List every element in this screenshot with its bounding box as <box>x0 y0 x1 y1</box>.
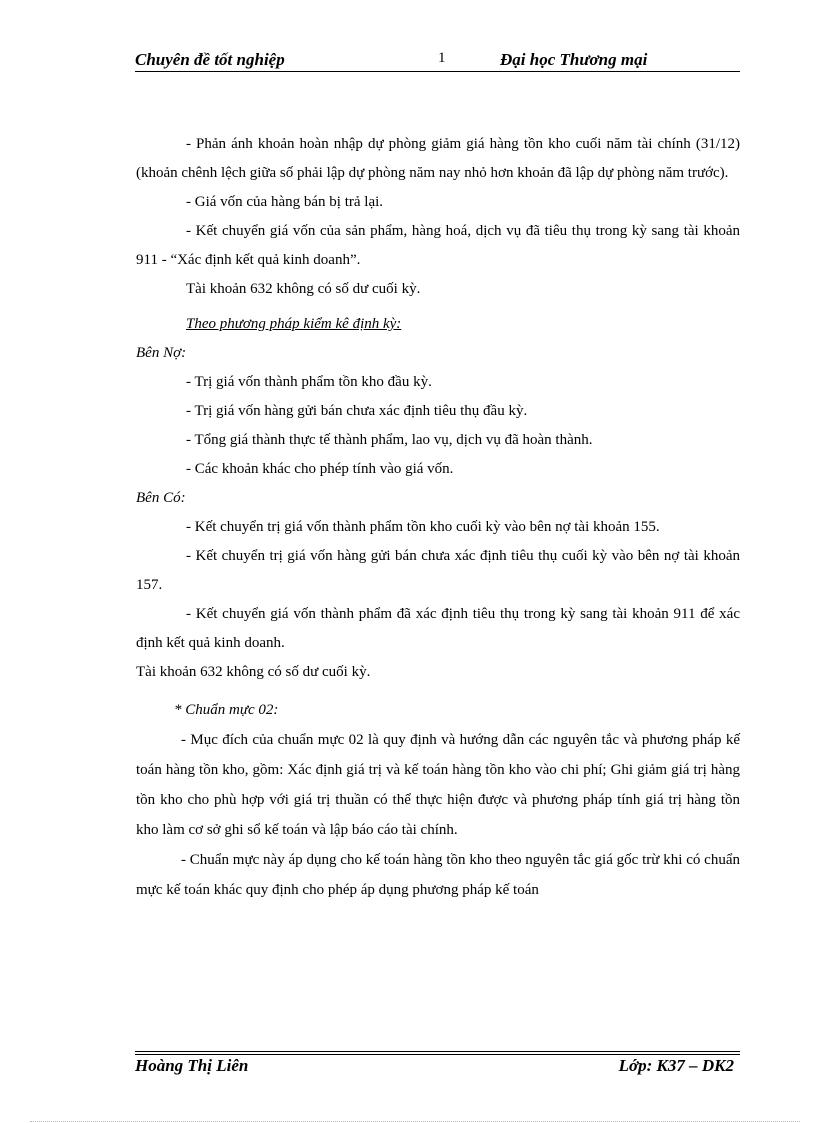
paragraph: - Phản ánh khoản hoàn nhập dự phòng giảm giá hàng tồn kho cuối năm tài chính (31/12) (khoản chênh lệch giữa số phải lập dự phòng năm nay nhỏ hơn khoản đã lập dự phòng năm trước). <box>136 136 740 181</box>
page-edge <box>30 1121 800 1122</box>
paragraph: - Kết chuyển giá vốn thành phẩm đã xác định tiêu thụ trong kỳ sang tài khoản 911 để xác định kết quả kinh doanh. <box>136 606 740 651</box>
header-rule <box>135 71 740 72</box>
sub-heading-credit: Bên Có: <box>136 490 186 506</box>
paragraph: - Kết chuyển trị giá vốn thành phẩm tồn kho cuối kỳ vào bên nợ tài khoản 155. <box>186 519 660 535</box>
standard-heading: * Chuẩn mực 02: <box>174 702 279 718</box>
footer-author: Hoàng Thị Liên <box>135 1056 249 1075</box>
paragraph: - Các khoản khác cho phép tính vào giá vốn. <box>186 461 454 477</box>
footer-rule <box>135 1051 740 1052</box>
paragraph: - Tổng giá thành thực tế thành phẩm, lao vụ, dịch vụ đã hoàn thành. <box>186 432 593 448</box>
paragraph: - Giá vốn của hàng bán bị trả lại. <box>186 194 384 210</box>
header-thesis-title: Chuyên đề tốt nghiệp <box>135 50 285 69</box>
paragraph: - Chuẩn mực này áp dụng cho kế toán hàng tồn kho theo nguyên tắc giá gốc trừ khi có chuẩn mực kế toán khác quy định cho phép áp dụng phương pháp kế toán <box>136 852 740 898</box>
paragraph: - Trị giá vốn hàng gửi bán chưa xác định tiêu thụ đầu kỳ. <box>186 403 528 419</box>
page-footer <box>135 1056 740 1080</box>
page-header <box>135 48 740 72</box>
sub-heading-debit: Bên Nợ: <box>136 345 187 361</box>
footer-class: Lớp: K37 – DK2 <box>618 1056 734 1075</box>
footer-rule <box>135 1054 740 1055</box>
paragraph: Tài khoản 632 không có số dư cuối kỳ. <box>186 281 421 297</box>
header-page-number: 1 <box>438 50 446 66</box>
paragraph: - Kết chuyển giá vốn của sản phẩm, hàng hoá, dịch vụ đã tiêu thụ trong kỳ sang tài khoản 911 - “Xác định kết quả kinh doanh”. <box>136 223 740 268</box>
document-body <box>136 130 740 905</box>
header-university: Đại học Thương mại <box>500 50 648 69</box>
paragraph: - Mục đích của chuẩn mực 02 là quy định và hướng dẫn các nguyên tắc và phương pháp kế toán hàng tồn kho, gồm: Xác định giá trị và kế toán hàng tồn kho vào chi phí; Ghi giảm giá trị hàng tồn kho cho phù hợp với giá trị thuần có thể thực hiện được và phương pháp tính giá trị hàng tồn kho làm cơ sở ghi sổ kế toán và lập báo cáo tài chính. <box>136 732 740 838</box>
section-heading: Theo phương pháp kiểm kê định kỳ: <box>186 316 402 332</box>
paragraph: - Trị giá vốn thành phẩm tồn kho đầu kỳ. <box>186 374 432 390</box>
paragraph: Tài khoản 632 không có số dư cuối kỳ. <box>136 664 371 680</box>
paragraph: - Kết chuyển trị giá vốn hàng gửi bán chưa xác định tiêu thụ cuối kỳ vào bên nợ tài khoản 157. <box>136 548 740 593</box>
